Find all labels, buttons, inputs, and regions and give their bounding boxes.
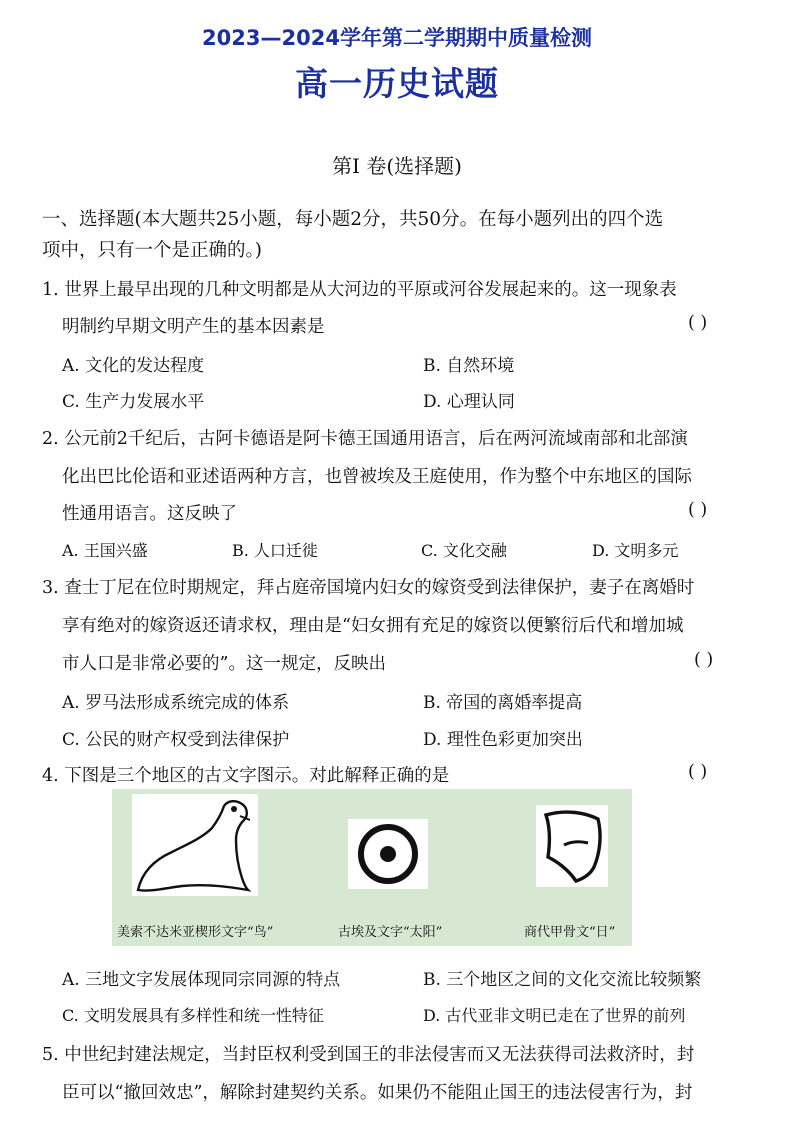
figure-caption-egyptian: 古埃及文字“太阳” [338, 925, 443, 940]
question-3-option-a: A. 罗马法形成系统完成的体系 [62, 693, 290, 713]
question-4-option-d: D. 古代亚非文明已走在了世界的前列 [423, 1006, 686, 1025]
question-4-line-1: 4. 下图是三个地区的古文字图示。对此解释正确的是 [42, 766, 450, 786]
exam-title: 2023—2024学年第二学期期中质量检测 [202, 26, 592, 50]
answer-blank: ( ) [688, 313, 708, 333]
question-3-line-1: 3. 查士丁尼在位时期规定，拜占庭帝国境内妇女的嫁资受到法律保护，妻子在离婚时 [42, 578, 695, 598]
question-3-line-2: 享有绝对的嫁资返还请求权，理由是“妇女拥有充足的嫁资以便繁衍后代和增加城 [62, 616, 684, 636]
question-3-option-b: B. 帝国的离婚率提高 [423, 693, 583, 713]
question-2-option-c: C. 文化交融 [421, 541, 507, 560]
question-2-line-2: 化出巴比伦语和亚述语两种方言，也曾被埃及王庭使用，作为整个中东地区的国际 [62, 467, 692, 487]
oracle-sun-glyph-icon [536, 805, 608, 887]
question-1-option-d: D. 心理认同 [423, 392, 515, 412]
sun-glyph-icon [348, 819, 428, 889]
question-1-line-2: 明制约早期文明产生的基本因素是 [62, 317, 325, 337]
question-1-line-1: 1. 世界上最早出现的几种文明都是从大河边的平原或河谷发展起来的。这一现象表 [42, 280, 677, 300]
question-2-option-a: A. 王国兴盛 [62, 541, 148, 560]
ancient-scripts-figure [112, 789, 632, 946]
question-2-option-b: B. 人口迁徙 [232, 541, 318, 560]
subject-title: 高一历史试题 [295, 64, 499, 103]
question-3-line-3: 市人口是非常必要的”。这一规定，反映出 [62, 654, 386, 674]
question-1-option-c: C. 生产力发展水平 [62, 392, 205, 412]
question-2-line-1: 2. 公元前2千纪后，古阿卡德语是阿卡德王国通用语言，后在两河流域南部和北部演 [42, 429, 688, 449]
question-1-option-b: B. 自然环境 [423, 356, 515, 376]
question-5-line-2: 臣可以“撤回效忠”，解除封建契约关系。如果仍不能阻止国王的违法侵害行为，封 [62, 1083, 693, 1103]
question-3-option-d: D. 理性色彩更加突出 [423, 730, 583, 750]
figure-caption-cuneiform: 美索不达米亚楔形文字“鸟” [117, 925, 274, 940]
bird-glyph-icon [132, 794, 258, 896]
question-3-option-c: C. 公民的财产权受到法律保护 [62, 730, 290, 750]
egyptian-sun-image [348, 819, 428, 889]
question-5-line-1: 5. 中世纪封建法规定，当封臣权利受到国王的非法侵害而又无法获得司法救济时，封 [42, 1045, 695, 1065]
question-4-option-b: B. 三个地区之间的文化交流比较频繁 [423, 970, 702, 990]
figure-caption-oracle-bone: 商代甲骨文“日” [524, 925, 616, 940]
volume-title: 第Ⅰ 卷(选择题) [332, 154, 462, 178]
question-1-option-a: A. 文化的发达程度 [62, 356, 205, 376]
question-2-line-3: 性通用语言。这反映了 [62, 504, 237, 524]
cuneiform-bird-image [132, 794, 258, 896]
section-instructions-line-1: 一、选择题(本大题共25小题，每小题2分，共50分。在每小题列出的四个选 [42, 209, 664, 230]
answer-blank: ( ) [688, 762, 708, 782]
answer-blank: ( ) [688, 500, 708, 520]
section-instructions-line-2: 项中，只有一个是正确的。) [42, 240, 262, 261]
question-4-option-c: C. 文明发展具有多样性和统一性特征 [62, 1006, 324, 1025]
oracle-bone-sun-image [536, 805, 608, 887]
question-2-option-d: D. 文明多元 [592, 541, 679, 560]
question-4-option-a: A. 三地文字发展体现同宗同源的特点 [62, 970, 341, 990]
answer-blank: ( ) [694, 650, 714, 670]
